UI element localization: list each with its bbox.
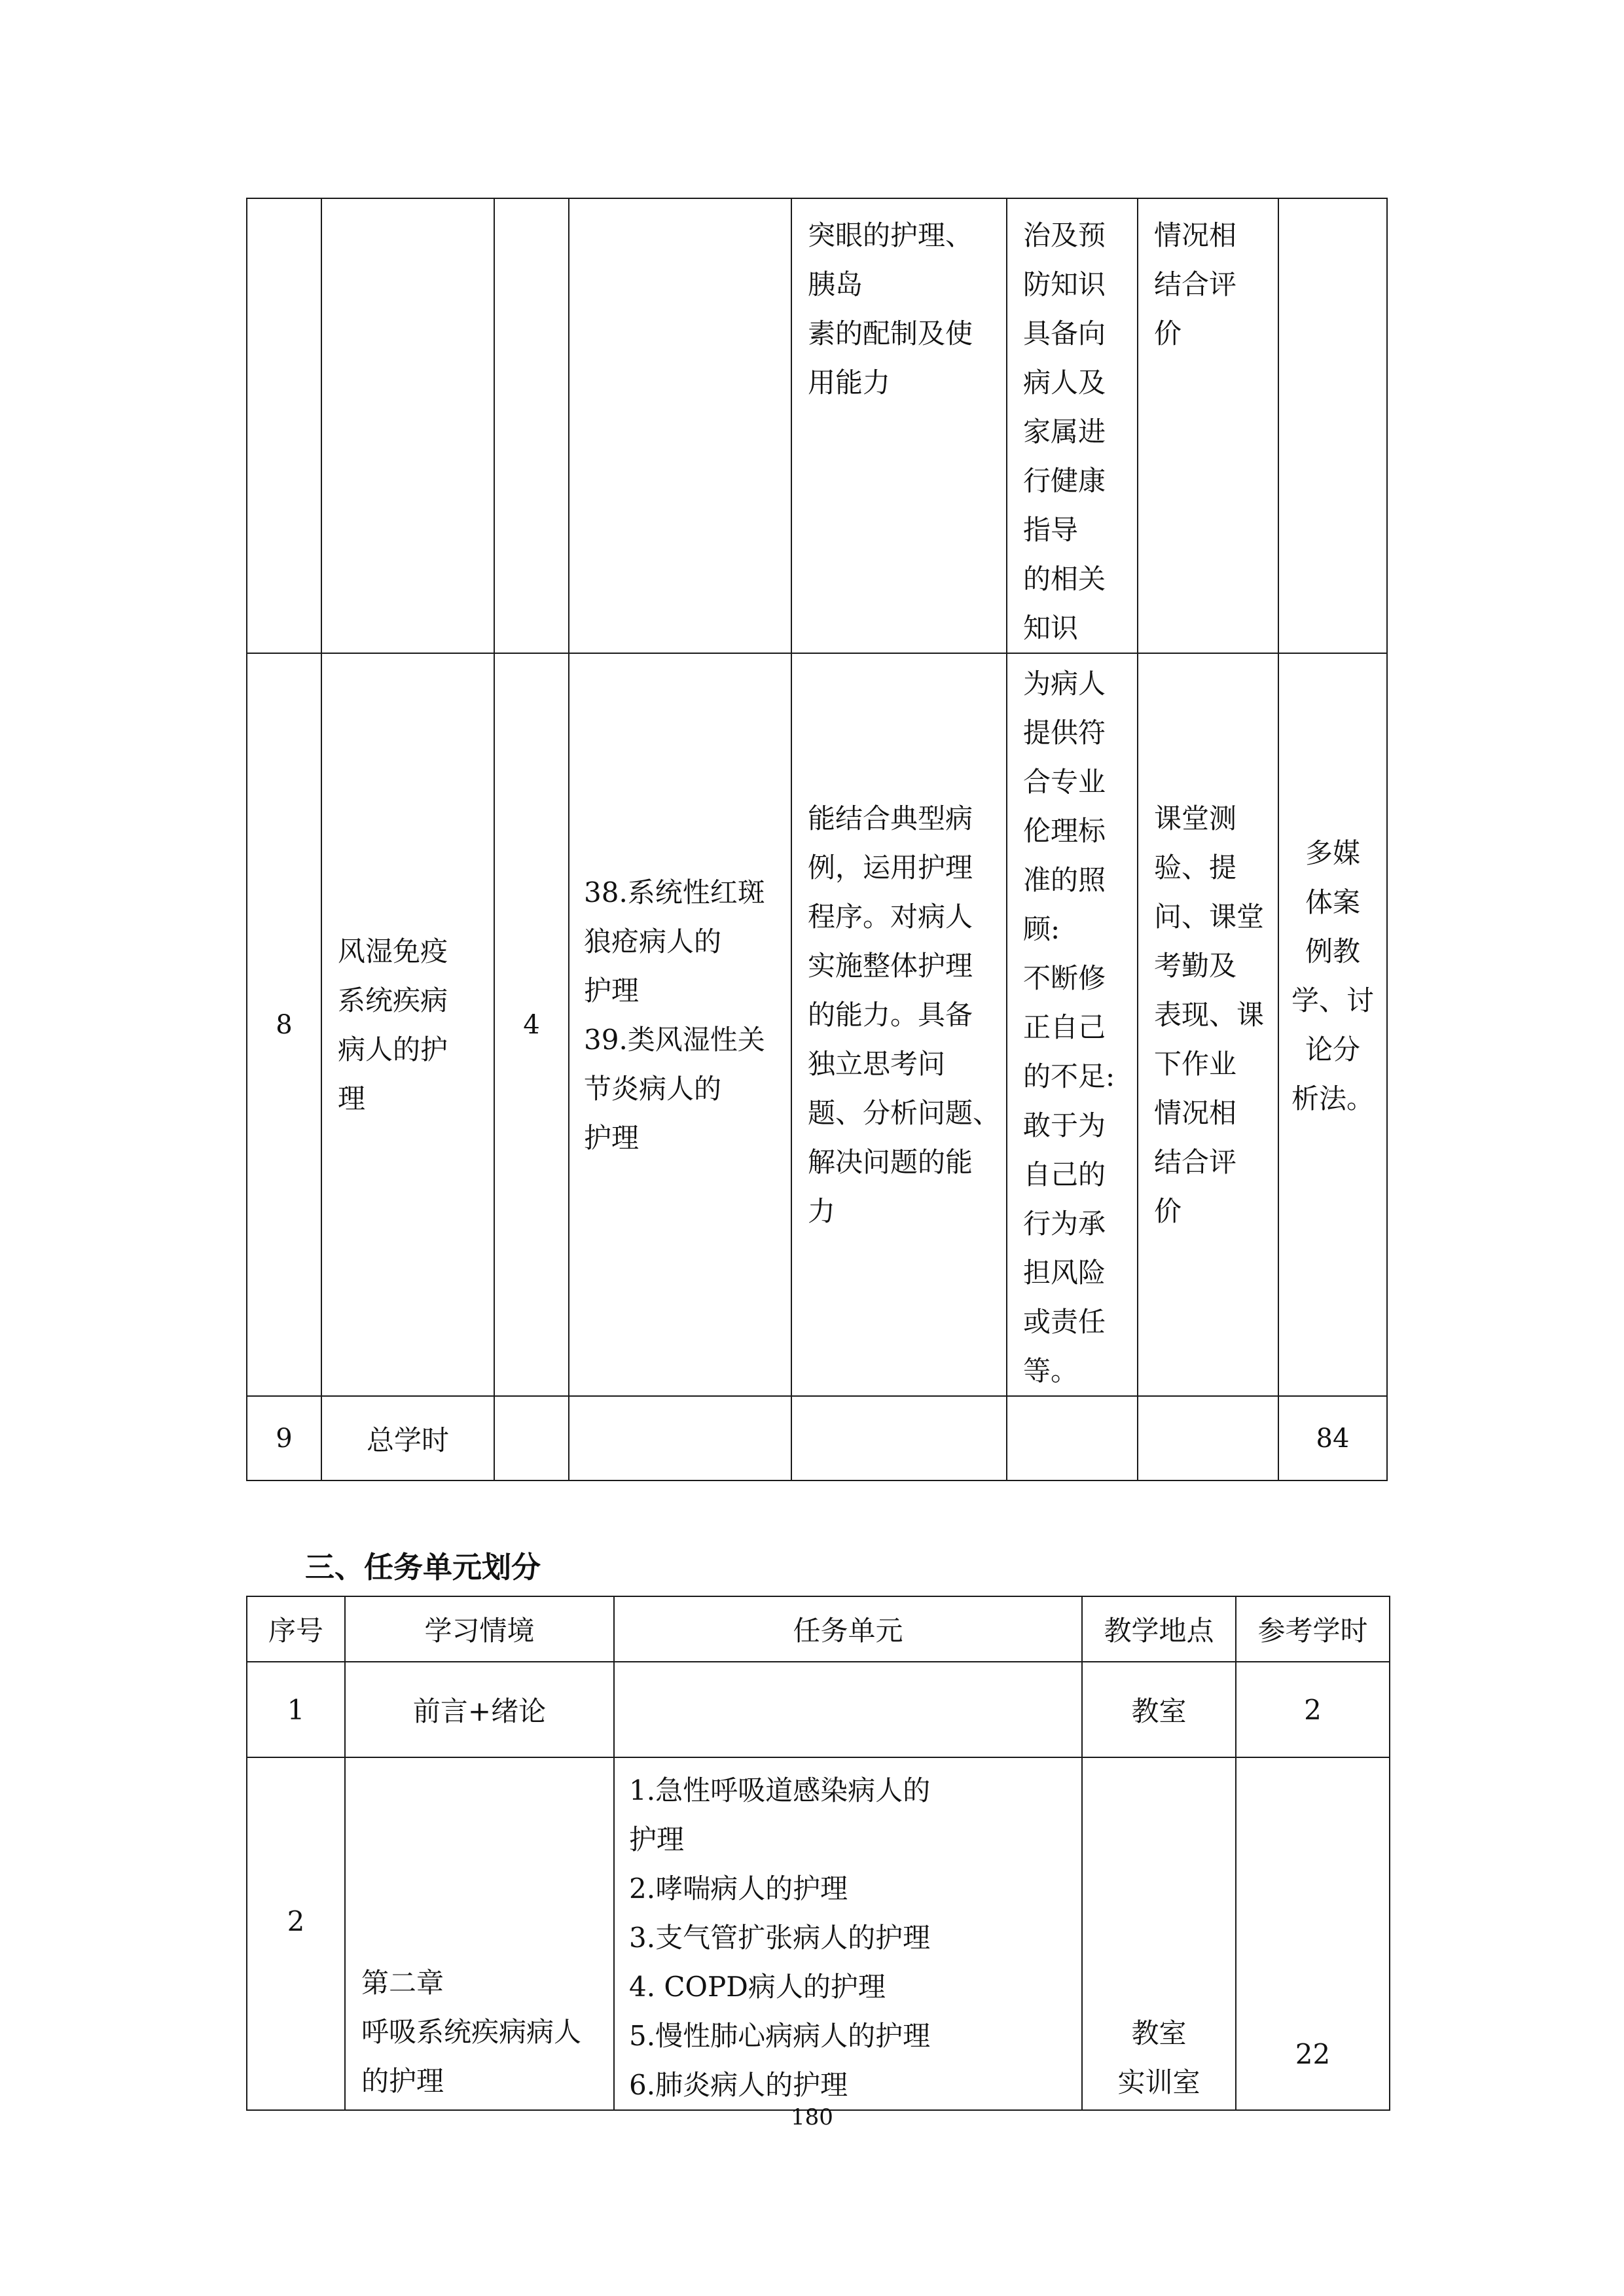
text-line: 为病人 (1023, 668, 1106, 700)
column-header: 任务单元 (614, 1596, 1082, 1662)
location-cell (1082, 1757, 1236, 2110)
text-line: 系统疾病 (338, 984, 448, 1016)
table-cell (569, 198, 791, 653)
text-line: 4. COPD病人的护理 (629, 1971, 886, 2003)
text-line: 正自己 (1023, 1011, 1106, 1043)
text-line: 结合评 (1154, 268, 1237, 300)
text-line: 理 (338, 1082, 366, 1115)
text-line: 解决问题的能 (808, 1146, 973, 1178)
table-cell (494, 1396, 569, 1480)
text-line: 担风险 (1023, 1257, 1106, 1289)
situation-cell: 前言+绪论 (345, 1662, 614, 1757)
text-line: 体案 (1305, 886, 1360, 918)
text-line: 问、课堂 (1154, 901, 1265, 933)
text-line: 5.慢性肺心病病人的护理 (629, 2020, 931, 2052)
seq-cell: 9 (247, 1396, 321, 1480)
text-line: 指导 (1023, 514, 1079, 546)
seq-cell: 2 (247, 1757, 345, 2110)
ability-cell (791, 198, 1007, 653)
text-line: 知识 (1023, 612, 1079, 644)
text-line: 课堂测 (1154, 802, 1237, 834)
text-line: 表现、课 (1154, 999, 1265, 1031)
text-line: 下作业 (1154, 1048, 1237, 1080)
text-line: 具备向 (1023, 317, 1106, 350)
text-line: 例教 (1305, 935, 1360, 967)
text-line: 38.系统性红斑 (584, 876, 765, 908)
task-unit-table (246, 1596, 1390, 2111)
text-line: 学、讨 (1291, 984, 1374, 1016)
text-line: 提供符 (1023, 717, 1106, 749)
text-line: 准的照 (1023, 864, 1106, 896)
text-line: 独立思考问 (808, 1048, 946, 1080)
text-line: 考勤及 (1154, 950, 1237, 982)
text-line: 节炎病人的 (584, 1072, 722, 1105)
text-line: 不断修 (1023, 962, 1106, 994)
table-row (247, 198, 1387, 653)
table-row (247, 1757, 1390, 2110)
text-line: 突眼的护理、 (808, 219, 973, 251)
total-hours-cell: 84 (1278, 1396, 1387, 1480)
text-line: 素的配制及使 (808, 317, 973, 350)
hours-cell: 4 (494, 653, 569, 1396)
text-line: 行为承 (1023, 1208, 1106, 1240)
hours-cell: 22 (1236, 1757, 1390, 2110)
table-header-row (247, 1596, 1390, 1662)
text-line: 护理 (584, 974, 640, 1007)
text-line: 的相关 (1023, 563, 1106, 595)
text-line: 呼吸系统疾病病人 (361, 2016, 582, 2048)
text-line: 价 (1154, 1195, 1182, 1227)
text-line: 析法。 (1291, 1082, 1374, 1115)
quality-cell (1007, 653, 1138, 1396)
section-heading: 三、任务单元划分 (305, 1550, 541, 1585)
text-line: 3.支气管扩张病人的护理 (629, 1922, 931, 1954)
text-line: 等。 (1023, 1355, 1079, 1387)
column-header: 学习情境 (345, 1596, 614, 1662)
text-line: 例，运用护理 (808, 852, 973, 884)
quality-cell (1007, 198, 1138, 653)
tasks-cell (569, 653, 791, 1396)
text-line: 多媒 (1305, 836, 1360, 869)
text-line: 价 (1154, 317, 1182, 350)
text-line: 第二章 (361, 1967, 444, 1999)
table-row (247, 1662, 1390, 1757)
text-line: 伦理标 (1023, 815, 1106, 847)
table-cell (1007, 1396, 1138, 1480)
table-cell (1138, 1396, 1278, 1480)
situation-cell (345, 1757, 614, 2110)
text-line: 自己的 (1023, 1158, 1106, 1191)
text-line: 胰岛 (808, 268, 863, 300)
text-line: 力 (808, 1195, 836, 1227)
table-cell (494, 198, 569, 653)
text-line: 或责任 (1023, 1306, 1106, 1338)
method-cell (1278, 653, 1387, 1396)
text-line: 护理 (584, 1121, 640, 1154)
hours-cell: 2 (1236, 1662, 1390, 1757)
text-line: 顾: (1023, 913, 1060, 945)
seq-cell: 8 (247, 653, 321, 1396)
location-cell: 教室 (1082, 1662, 1236, 1757)
table-cell (321, 198, 494, 653)
total-label-cell: 总学时 (321, 1396, 494, 1480)
text-line: 程序。对病人 (808, 901, 973, 933)
text-line: 教室 (1131, 2017, 1187, 2049)
table-cell (1278, 198, 1387, 653)
text-line: 病人的护 (338, 1033, 448, 1066)
column-header: 教学地点 (1082, 1596, 1236, 1662)
text-line: 验、提 (1154, 852, 1237, 884)
text-line: 病人及 (1023, 367, 1106, 399)
text-line: 1.急性呼吸道感染病人的 (629, 1774, 931, 1806)
text-line: 6.肺炎病人的护理 (629, 2069, 848, 2101)
text-line: 题、分析问题、 (808, 1097, 1001, 1129)
text-line: 行健康 (1023, 465, 1106, 497)
text-line: 情况相 (1154, 219, 1237, 251)
text-line: 敢于为 (1023, 1109, 1106, 1141)
table-cell (791, 1396, 1007, 1480)
text-line: 的护理 (361, 2065, 444, 2097)
ability-cell (791, 653, 1007, 1396)
column-header: 序号 (247, 1596, 345, 1662)
page-number: 180 (791, 2104, 833, 2130)
text-line: 论分 (1305, 1033, 1360, 1066)
text-line: 实训室 (1117, 2066, 1200, 2098)
column-header: 参考学时 (1236, 1596, 1390, 1662)
text-line: 39.类风湿性关 (584, 1023, 765, 1056)
assessment-cell (1138, 198, 1278, 653)
text-line: 合专业 (1023, 766, 1106, 798)
table-cell (569, 1396, 791, 1480)
text-line: 情况相 (1154, 1097, 1237, 1129)
text-line: 2.哮喘病人的护理 (629, 1873, 848, 1905)
text-line: 的能力。具备 (808, 999, 973, 1031)
text-line: 狼疮病人的 (584, 925, 722, 958)
table-cell (247, 198, 321, 653)
text-line: 能结合典型病 (808, 802, 973, 834)
text-line: 风湿免疫 (338, 935, 448, 967)
text-line: 结合评 (1154, 1146, 1237, 1178)
tasks-cell (614, 1662, 1082, 1757)
course-content-table (246, 198, 1388, 1481)
assessment-cell (1138, 653, 1278, 1396)
text-line: 实施整体护理 (808, 950, 973, 982)
text-line: 用能力 (808, 367, 891, 399)
table-row (247, 1396, 1387, 1480)
text-line: 家属进 (1023, 416, 1106, 448)
text-line: 护理 (629, 1823, 685, 1856)
text-line: 防知识 (1023, 268, 1106, 300)
text-line: 的不足: (1023, 1060, 1115, 1092)
seq-cell: 1 (247, 1662, 345, 1757)
situation-cell (321, 653, 494, 1396)
tasks-cell (614, 1757, 1082, 2110)
table-row (247, 653, 1387, 1396)
text-line: 治及预 (1023, 219, 1106, 251)
